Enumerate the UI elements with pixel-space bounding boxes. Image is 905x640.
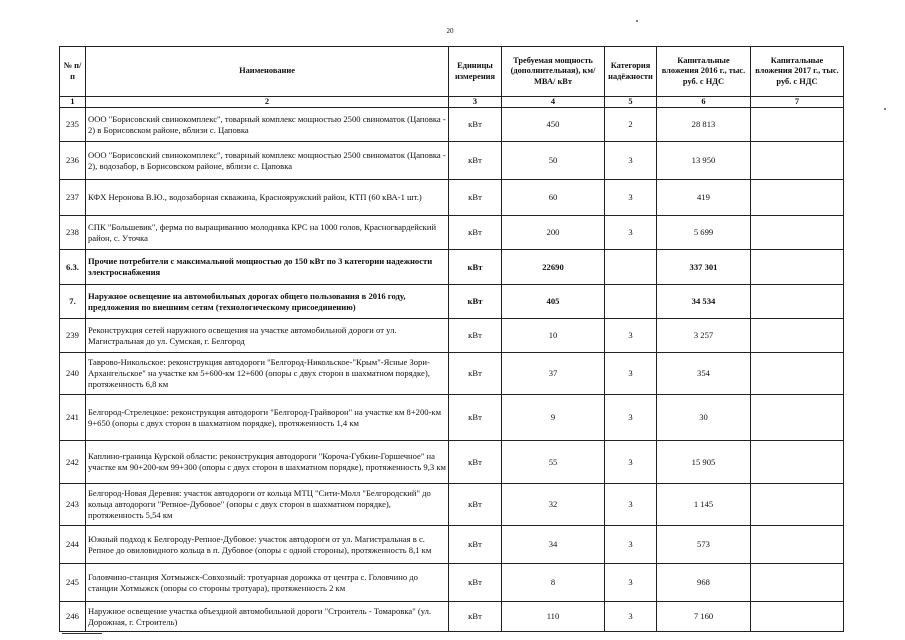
row-capex-2017 [751,484,844,526]
column-number: 2 [86,97,449,108]
table-row [60,353,844,395]
row-number: 242 [60,441,86,484]
table-row [60,180,844,216]
row-number: 243 [60,484,86,526]
row-capex-2016: 1 145 [657,484,751,526]
row-power: 8 [502,564,605,602]
header-category: Категория надёжности [605,47,657,97]
table-row [60,441,844,484]
row-power: 405 [502,285,605,319]
row-unit: кВт [449,285,502,319]
row-capex-2017 [751,526,844,564]
row-name: Белгород-Стрелецкое: реконструкция автодороги "Белгород-Грайворон" на участке км 8+200-км 9+650 (опоры с двух сторон в шахматном порядке), протяженность 1,4 км [86,395,449,441]
row-unit: кВт [449,319,502,353]
row-capex-2017 [751,319,844,353]
row-number: 240 [60,353,86,395]
page-number: 20 [446,27,454,35]
row-category [605,250,657,285]
row-name: КФХ Неронова В.Ю., водозаборная скважина, Краснояружский район, КТП (60 кВА-1 шт.) [86,180,449,216]
row-category: 3 [605,484,657,526]
row-capex-2017 [751,564,844,602]
row-category: 3 [605,142,657,180]
row-power: 37 [502,353,605,395]
column-number: 4 [502,97,605,108]
table-row [60,108,844,142]
row-capex-2016: 337 301 [657,250,751,285]
table-row [60,564,844,602]
row-unit: кВт [449,250,502,285]
row-name: Прочие потребители с максимальной мощностью до 150 кВт по 3 категории надежности электроснабжения [86,250,449,285]
row-capex-2016: 13 950 [657,142,751,180]
row-capex-2016: 28 813 [657,108,751,142]
row-power: 9 [502,395,605,441]
row-name: Южный подход к Белгороду-Репное-Дубовое: участок автодороги от ул. Магистральная в с. Репное до овиловидного кольца в п. Дубовое (опоры с одной стороны), протяженность 8,1 км [86,526,449,564]
scan-speck [884,108,886,110]
investment-table [59,46,844,632]
row-capex-2017 [751,285,844,319]
table-row [60,395,844,441]
row-capex-2017 [751,142,844,180]
header-capex-2017: Капитальные вложения 2017 г., тыс. руб. с НДС [751,47,844,97]
row-name: СПК "Большевик", ферма по выращиванию молодняка КРС на 1000 голов, Красногвардейский район, с. Уточка [86,216,449,250]
row-unit: кВт [449,602,502,632]
scan-speck [636,20,638,22]
row-power: 10 [502,319,605,353]
column-number: 7 [751,97,844,108]
row-number: 244 [60,526,86,564]
row-number: 6.3. [60,250,86,285]
row-power: 200 [502,216,605,250]
header-no: № п/п [60,47,86,97]
column-number: 1 [60,97,86,108]
row-capex-2016: 7 160 [657,602,751,632]
row-name: Наружное освещение участка объездной автомобильной дороги "Строитель - Томаровка" (ул. Дорожная, г. Строитель) [86,602,449,632]
row-number: 239 [60,319,86,353]
row-unit: кВт [449,441,502,484]
row-category: 3 [605,441,657,484]
header-name: Наименование [86,47,449,97]
row-unit: кВт [449,526,502,564]
row-power: 34 [502,526,605,564]
row-capex-2016: 5 699 [657,216,751,250]
row-unit: кВт [449,353,502,395]
row-name: Каплино-граница Курской области: реконструкция автодороги "Короча-Губкин-Горшечное" на участке км 90+200-км 99+300 (опоры с двух сторон в шахматном порядке), протяженность 9,3 км [86,441,449,484]
row-power: 22690 [502,250,605,285]
bottom-rule [62,633,102,634]
row-number: 235 [60,108,86,142]
table-row [60,602,844,632]
table-row [60,319,844,353]
row-unit: кВт [449,108,502,142]
header-unit: Единицы измерения [449,47,502,97]
row-power: 55 [502,441,605,484]
row-capex-2017 [751,353,844,395]
row-power: 32 [502,484,605,526]
row-category [605,285,657,319]
row-number: 238 [60,216,86,250]
row-power: 110 [502,602,605,632]
table-row [60,142,844,180]
row-capex-2017 [751,250,844,285]
row-category: 3 [605,216,657,250]
row-number: 236 [60,142,86,180]
row-number: 246 [60,602,86,632]
row-name: ООО "Борисовский свинокомплекс", товарный комплекс мощностью 2500 свиноматок (Цаповка - 2) в Борисовском районе, вблизи с. Цаповка [86,108,449,142]
row-category: 3 [605,319,657,353]
row-capex-2016: 30 [657,395,751,441]
column-number: 3 [449,97,502,108]
row-category: 2 [605,108,657,142]
row-capex-2017 [751,602,844,632]
row-name: Реконструкция сетей наружного освещения на участке автомобильной дороги от ул. Магистральная до ул. Сумская, г. Белгород [86,319,449,353]
row-number: 237 [60,180,86,216]
row-number: 7. [60,285,86,319]
table-row [60,526,844,564]
column-number-row [60,97,844,108]
header-row [60,47,844,97]
row-power: 60 [502,180,605,216]
row-power: 450 [502,108,605,142]
row-unit: кВт [449,180,502,216]
row-capex-2016: 34 534 [657,285,751,319]
row-capex-2016: 968 [657,564,751,602]
row-unit: кВт [449,395,502,441]
row-number: 241 [60,395,86,441]
row-category: 3 [605,180,657,216]
row-name: Белгород-Новая Деревня: участок автодороги от кольца МТЦ "Сити-Молл "Белгородский" до кольца автодороги "Репное-Дубовое" (опоры с двух сторон в шахматном порядке), протяженность 5,54 км [86,484,449,526]
row-unit: кВт [449,216,502,250]
row-number: 245 [60,564,86,602]
column-number: 5 [605,97,657,108]
row-capex-2017 [751,441,844,484]
table-row [60,484,844,526]
row-capex-2016: 573 [657,526,751,564]
header-capex-2016: Капитальные вложения 2016 г., тыс. руб. с НДС [657,47,751,97]
row-capex-2016: 354 [657,353,751,395]
row-capex-2017 [751,108,844,142]
row-category: 3 [605,395,657,441]
table-row [60,250,844,285]
row-capex-2017 [751,216,844,250]
header-power: Требуемая мощность (дополнительная), км/ МВА/ кВт [502,47,605,97]
table-row [60,216,844,250]
row-category: 3 [605,353,657,395]
row-capex-2016: 15 905 [657,441,751,484]
row-unit: кВт [449,564,502,602]
row-unit: кВт [449,484,502,526]
row-name: Наружное освещение на автомобильных дорогах общего пользования в 2016 году, предложения по внешним сетям (технологическому присоединению) [86,285,449,319]
table-row [60,285,844,319]
row-category: 3 [605,526,657,564]
row-capex-2017 [751,395,844,441]
row-power: 50 [502,142,605,180]
column-number: 6 [657,97,751,108]
row-capex-2016: 419 [657,180,751,216]
row-name: ООО "Борисовский свинокомплекс", товарный комплекс мощностью 2500 свиноматок (Цаповка - 2), водозабор, в Борисовском районе, вблизи с. Цаповка [86,142,449,180]
row-capex-2016: 3 257 [657,319,751,353]
row-unit: кВт [449,142,502,180]
row-name: Головчино-станция Хотмыжск-Совхозный: тротуарная дорожка от центра с. Головчино до станции Хотмыжск (опоры со стороны тротуара), протяженность 2 км [86,564,449,602]
row-name: Таврово-Никольское: реконструкция автодороги "Белгород-Никольское-"Крым"-Ясные Зори-Архангельское" на участке км 5+600-км 12+600 (опоры с двух сторон в шахматном порядке), протяженность 6,8 км [86,353,449,395]
row-category: 3 [605,602,657,632]
row-capex-2017 [751,180,844,216]
row-category: 3 [605,564,657,602]
